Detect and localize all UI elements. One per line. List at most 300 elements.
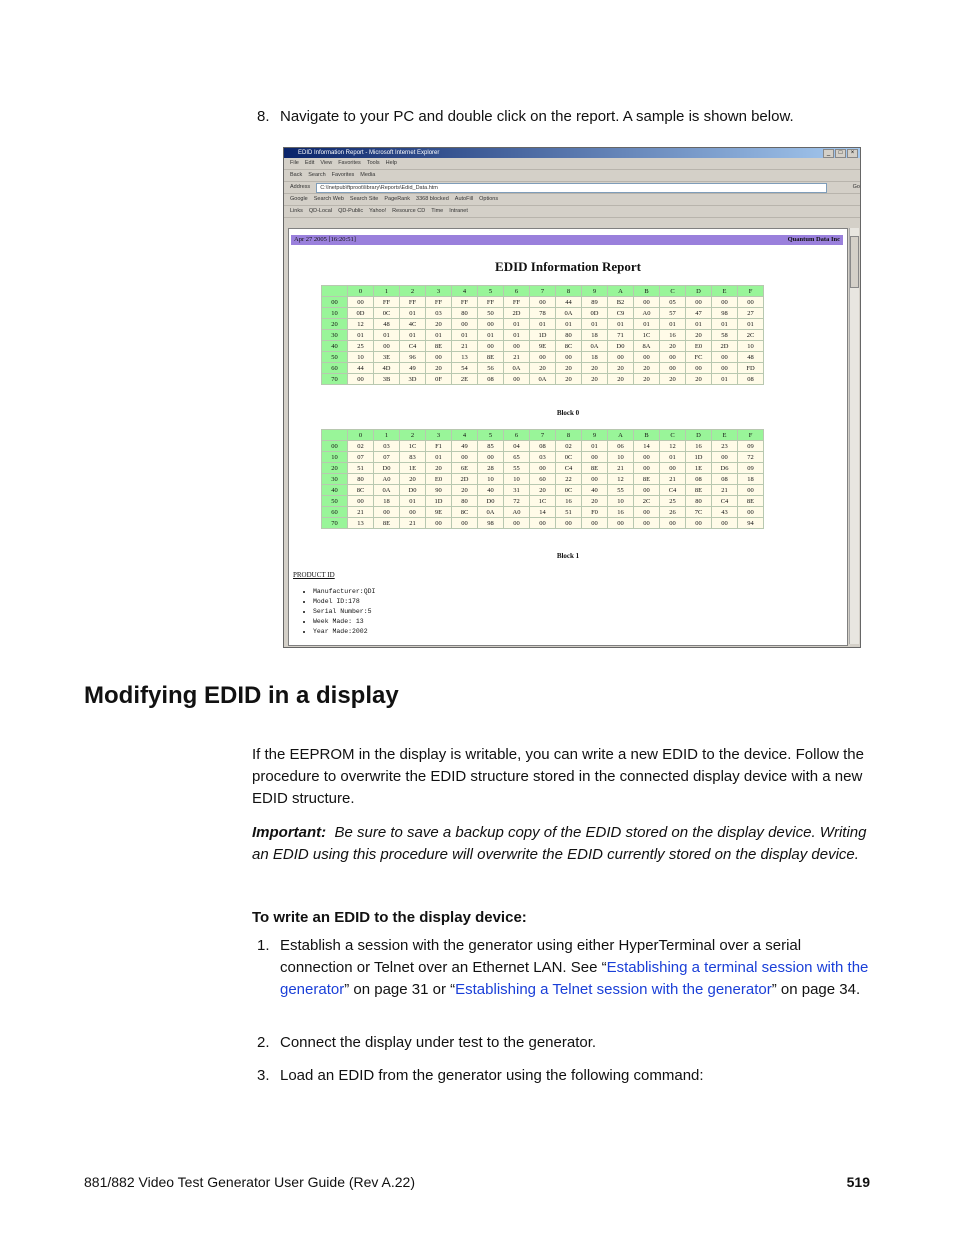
- byte-cell: 2E: [452, 374, 478, 385]
- byte-cell: 01: [426, 452, 452, 463]
- byte-cell: 57: [660, 308, 686, 319]
- byte-cell: 00: [530, 518, 556, 529]
- byte-cell: 1D: [426, 496, 452, 507]
- byte-cell: 00: [738, 485, 764, 496]
- byte-cell: 00: [712, 363, 738, 374]
- byte-cell: 80: [556, 330, 582, 341]
- byte-cell: A0: [634, 308, 660, 319]
- browser-title: EDID Information Report - Microsoft Internet Explorer: [298, 150, 440, 156]
- byte-cell: 00: [452, 518, 478, 529]
- byte-cell: 00: [738, 297, 764, 308]
- byte-cell: 01: [712, 319, 738, 330]
- edid-block-1-table: [321, 429, 764, 529]
- table-row: [322, 507, 764, 518]
- byte-cell: 54: [452, 363, 478, 374]
- byte-cell: 3B: [374, 374, 400, 385]
- byte-cell: 00: [660, 518, 686, 529]
- byte-cell: 01: [426, 330, 452, 341]
- byte-cell: 00: [478, 452, 504, 463]
- byte-cell: 7C: [686, 507, 712, 518]
- byte-cell: 49: [400, 363, 426, 374]
- byte-cell: 49: [452, 441, 478, 452]
- byte-cell: 08: [686, 474, 712, 485]
- browser-toolbar: [284, 170, 860, 182]
- list-item: • Year Made:2002: [313, 627, 375, 637]
- byte-cell: 01: [686, 319, 712, 330]
- product-id-list: [293, 587, 375, 637]
- byte-cell: 00: [348, 374, 374, 385]
- byte-cell: 18: [738, 474, 764, 485]
- byte-cell: 12: [348, 319, 374, 330]
- minimize-icon[interactable]: _: [823, 149, 834, 158]
- byte-cell: FF: [504, 297, 530, 308]
- corner-cell: [322, 286, 348, 297]
- byte-cell: 01: [504, 319, 530, 330]
- address-bar: [284, 182, 860, 194]
- byte-cell: 00: [712, 452, 738, 463]
- row-header: 30: [322, 330, 348, 341]
- report-company: Quantum Data Inc: [787, 236, 840, 243]
- byte-cell: 09: [738, 463, 764, 474]
- browser-titlebar: [284, 148, 860, 158]
- byte-cell: A0: [504, 507, 530, 518]
- byte-cell: 08: [712, 474, 738, 485]
- byte-cell: 2D: [712, 341, 738, 352]
- intro-paragraph: If the EEPROM in the display is writable, you can write a new EDID to the device. Follow the procedure to overwrite the EDID structure stored in the connected display device with a new EDID structure.: [252, 746, 864, 807]
- column-header: 0: [348, 286, 374, 297]
- byte-cell: 01: [582, 319, 608, 330]
- byte-cell: 8A: [634, 341, 660, 352]
- list-item: • Serial Number:5: [313, 607, 375, 617]
- edid-block-0-table: [321, 285, 764, 385]
- byte-cell: C4: [712, 496, 738, 507]
- byte-cell: 20: [582, 363, 608, 374]
- byte-cell: 01: [738, 319, 764, 330]
- byte-cell: 14: [530, 507, 556, 518]
- byte-cell: 0A: [504, 363, 530, 374]
- row-header: 10: [322, 308, 348, 319]
- byte-cell: 00: [660, 463, 686, 474]
- byte-cell: 65: [504, 452, 530, 463]
- byte-cell: 08: [738, 374, 764, 385]
- row-header: 30: [322, 474, 348, 485]
- byte-cell: 08: [530, 441, 556, 452]
- byte-cell: C4: [556, 463, 582, 474]
- table-row: [322, 463, 764, 474]
- row-header: 20: [322, 319, 348, 330]
- byte-cell: 16: [608, 507, 634, 518]
- byte-cell: 00: [530, 297, 556, 308]
- row-header: 10: [322, 452, 348, 463]
- byte-cell: 01: [660, 452, 686, 463]
- byte-cell: 98: [712, 308, 738, 319]
- byte-cell: 00: [348, 496, 374, 507]
- byte-cell: 20: [530, 363, 556, 374]
- byte-cell: 00: [556, 352, 582, 363]
- byte-cell: 21: [660, 474, 686, 485]
- byte-cell: 21: [504, 352, 530, 363]
- table-row: [322, 330, 764, 341]
- byte-cell: 9E: [426, 507, 452, 518]
- byte-cell: 85: [478, 441, 504, 452]
- byte-cell: 18: [582, 352, 608, 363]
- vertical-scrollbar[interactable]: [849, 228, 859, 644]
- byte-cell: FF: [452, 297, 478, 308]
- byte-cell: 47: [686, 308, 712, 319]
- byte-cell: 00: [686, 363, 712, 374]
- byte-cell: 3E: [374, 352, 400, 363]
- byte-cell: 20: [556, 374, 582, 385]
- byte-cell: 00: [634, 518, 660, 529]
- column-header: 8: [556, 430, 582, 441]
- byte-cell: 00: [686, 297, 712, 308]
- byte-cell: 20: [686, 330, 712, 341]
- byte-cell: 0C: [374, 308, 400, 319]
- column-header: 6: [504, 286, 530, 297]
- byte-cell: 1C: [530, 496, 556, 507]
- byte-cell: 8C: [348, 485, 374, 496]
- google-toolbar-item[interactable]: PageRank: [384, 196, 411, 202]
- byte-cell: 1D: [530, 330, 556, 341]
- toolbar-item[interactable]: Back: [290, 172, 303, 178]
- close-icon[interactable]: ×: [847, 149, 858, 158]
- byte-cell: 13: [348, 518, 374, 529]
- byte-cell: 89: [582, 297, 608, 308]
- byte-cell: 6E: [452, 463, 478, 474]
- important-text: Be sure to save a backup copy of the EDID stored on the display device. Writing an EDID using this procedure will overwrite the EDID currently stored on the display device.: [252, 824, 867, 863]
- byte-cell: 21: [712, 485, 738, 496]
- byte-cell: 8E: [374, 518, 400, 529]
- byte-cell: 01: [608, 319, 634, 330]
- address-input[interactable]: C:\Inetpub\ftproot\library\Reports\Edid_Data.htm: [316, 183, 826, 193]
- column-header: B: [634, 430, 660, 441]
- browser-screenshot: [283, 147, 861, 648]
- toolbar-item[interactable]: Media: [360, 172, 376, 178]
- byte-cell: 20: [426, 363, 452, 374]
- byte-cell: 10: [608, 452, 634, 463]
- terminal-session-link[interactable]: Establishing a terminal session with the generator: [280, 959, 869, 998]
- google-toolbar-item[interactable]: Google: [290, 196, 308, 202]
- byte-cell: 10: [608, 496, 634, 507]
- byte-cell: 00: [712, 352, 738, 363]
- byte-cell: D0: [400, 485, 426, 496]
- byte-cell: 01: [400, 496, 426, 507]
- byte-cell: 8E: [738, 496, 764, 507]
- google-toolbar-item[interactable]: Search Web: [313, 196, 344, 202]
- go-button[interactable]: Go: [852, 184, 860, 190]
- byte-cell: 03: [530, 452, 556, 463]
- step-1-text: [280, 935, 870, 1001]
- byte-cell: 08: [478, 374, 504, 385]
- byte-cell: FF: [400, 297, 426, 308]
- column-header: E: [712, 430, 738, 441]
- byte-cell: 48: [738, 352, 764, 363]
- byte-cell: 22: [556, 474, 582, 485]
- list-item: • Week Made: 13: [313, 617, 375, 627]
- byte-cell: 8E: [426, 341, 452, 352]
- google-toolbar-item[interactable]: AutoFill: [454, 196, 474, 202]
- row-header: 50: [322, 496, 348, 507]
- byte-cell: 01: [374, 330, 400, 341]
- byte-cell: 4D: [374, 363, 400, 374]
- column-header: 5: [478, 286, 504, 297]
- byte-cell: 20: [400, 474, 426, 485]
- table-row: [322, 352, 764, 363]
- byte-cell: 10: [478, 474, 504, 485]
- byte-cell: 44: [348, 363, 374, 374]
- byte-cell: 60: [530, 474, 556, 485]
- byte-cell: 0F: [426, 374, 452, 385]
- scrollbar-thumb[interactable]: [850, 236, 859, 288]
- byte-cell: 20: [556, 363, 582, 374]
- maximize-icon[interactable]: □: [835, 149, 846, 158]
- important-label: Important:: [252, 824, 327, 841]
- link-item[interactable]: Time: [431, 208, 444, 214]
- block-0-label: Block 0: [556, 409, 580, 417]
- byte-cell: D0: [478, 496, 504, 507]
- byte-cell: 8E: [634, 474, 660, 485]
- byte-cell: 20: [608, 374, 634, 385]
- byte-cell: 20: [608, 363, 634, 374]
- byte-cell: 16: [686, 441, 712, 452]
- link-item[interactable]: Yahoo!: [369, 208, 387, 214]
- byte-cell: 00: [712, 518, 738, 529]
- list-item: • Manufacturer:QDI: [313, 587, 375, 597]
- byte-cell: F0: [582, 507, 608, 518]
- report-header-bar: [291, 235, 843, 245]
- byte-cell: 00: [634, 352, 660, 363]
- step-2-text: Connect the display under test to the generator.: [280, 1034, 597, 1051]
- byte-cell: 07: [374, 452, 400, 463]
- byte-cell: 00: [348, 297, 374, 308]
- google-toolbar-item[interactable]: Search Site: [349, 196, 379, 202]
- list-item: • Model ID:178: [313, 597, 375, 607]
- byte-cell: C4: [400, 341, 426, 352]
- byte-cell: 71: [608, 330, 634, 341]
- byte-cell: 25: [660, 496, 686, 507]
- byte-cell: 96: [400, 352, 426, 363]
- row-header: 20: [322, 463, 348, 474]
- byte-cell: F1: [426, 441, 452, 452]
- byte-cell: 01: [712, 374, 738, 385]
- step-1-number: 1.: [257, 937, 270, 954]
- byte-cell: FF: [426, 297, 452, 308]
- google-toolbar-item[interactable]: 3368 blocked: [416, 196, 449, 202]
- column-header: A: [608, 286, 634, 297]
- google-toolbar-item[interactable]: Options: [479, 196, 499, 202]
- byte-cell: 13: [452, 352, 478, 363]
- menu-item[interactable]: File: [290, 160, 299, 166]
- byte-cell: 00: [400, 507, 426, 518]
- table-row: [322, 485, 764, 496]
- byte-cell: 10: [738, 341, 764, 352]
- byte-cell: 2D: [452, 474, 478, 485]
- byte-cell: A0: [374, 474, 400, 485]
- telnet-session-link[interactable]: Establishing a Telnet session with the generator: [455, 981, 772, 998]
- byte-cell: 01: [556, 319, 582, 330]
- byte-cell: FC: [686, 352, 712, 363]
- byte-cell: 0C: [556, 452, 582, 463]
- byte-cell: 18: [582, 330, 608, 341]
- menu-item[interactable]: Favorites: [338, 160, 361, 166]
- byte-cell: 50: [478, 308, 504, 319]
- footer-title: 881/882 Video Test Generator User Guide (Rev A.22): [84, 1174, 416, 1190]
- byte-cell: 21: [348, 507, 374, 518]
- byte-cell: 9E: [530, 341, 556, 352]
- byte-cell: 0D: [582, 308, 608, 319]
- byte-cell: 21: [452, 341, 478, 352]
- byte-cell: 55: [608, 485, 634, 496]
- step-1-part-b: ” on page 31 or “: [344, 981, 456, 998]
- byte-cell: 00: [504, 341, 530, 352]
- byte-cell: C9: [608, 308, 634, 319]
- menu-item[interactable]: Edit: [304, 160, 315, 166]
- table-row: [322, 297, 764, 308]
- column-header: 3: [426, 286, 452, 297]
- menu-item[interactable]: View: [320, 160, 333, 166]
- step-2-number: 2.: [257, 1034, 270, 1051]
- link-item[interactable]: Resource CD: [392, 208, 426, 214]
- byte-cell: 14: [634, 441, 660, 452]
- byte-cell: 21: [400, 518, 426, 529]
- byte-cell: 02: [556, 441, 582, 452]
- byte-cell: E0: [686, 341, 712, 352]
- column-header: B: [634, 286, 660, 297]
- byte-cell: 20: [582, 496, 608, 507]
- byte-cell: 05: [660, 297, 686, 308]
- byte-cell: 20: [426, 319, 452, 330]
- byte-cell: 12: [660, 441, 686, 452]
- byte-cell: 1C: [634, 330, 660, 341]
- byte-cell: 2C: [738, 330, 764, 341]
- row-header: 40: [322, 341, 348, 352]
- byte-cell: 01: [400, 308, 426, 319]
- byte-cell: 44: [556, 297, 582, 308]
- byte-cell: 00: [374, 341, 400, 352]
- byte-cell: 72: [738, 452, 764, 463]
- column-header: 4: [452, 286, 478, 297]
- byte-cell: FD: [738, 363, 764, 374]
- byte-cell: 23: [712, 441, 738, 452]
- byte-cell: 16: [660, 330, 686, 341]
- byte-cell: 00: [634, 507, 660, 518]
- byte-cell: 18: [374, 496, 400, 507]
- byte-cell: 01: [634, 319, 660, 330]
- links-label: Links: [290, 208, 303, 214]
- byte-cell: 51: [556, 507, 582, 518]
- byte-cell: 80: [686, 496, 712, 507]
- column-header: D: [686, 286, 712, 297]
- byte-cell: 90: [426, 485, 452, 496]
- byte-cell: 0A: [582, 341, 608, 352]
- byte-cell: 01: [660, 319, 686, 330]
- byte-cell: 20: [452, 485, 478, 496]
- column-header: F: [738, 430, 764, 441]
- column-header: C: [660, 430, 686, 441]
- byte-cell: 20: [582, 374, 608, 385]
- byte-cell: 1D: [686, 452, 712, 463]
- link-item[interactable]: QD-Public: [338, 208, 364, 214]
- byte-cell: 8C: [452, 507, 478, 518]
- byte-cell: 0A: [556, 308, 582, 319]
- byte-cell: FF: [478, 297, 504, 308]
- byte-cell: 8E: [478, 352, 504, 363]
- byte-cell: 0A: [374, 485, 400, 496]
- byte-cell: 00: [738, 507, 764, 518]
- toolbar-item[interactable]: Search: [308, 172, 326, 178]
- step-8-text: Navigate to your PC and double click on the report. A sample is shown below.: [280, 108, 794, 125]
- table-row: [322, 474, 764, 485]
- byte-cell: 0C: [556, 485, 582, 496]
- column-header: F: [738, 286, 764, 297]
- google-toolbar: [284, 194, 860, 206]
- byte-cell: 00: [686, 518, 712, 529]
- step-3-number: 3.: [257, 1067, 270, 1084]
- byte-cell: E0: [426, 474, 452, 485]
- table-row: [322, 341, 764, 352]
- table-row: [322, 363, 764, 374]
- byte-cell: 8E: [582, 463, 608, 474]
- byte-cell: 00: [634, 463, 660, 474]
- column-header: 2: [400, 430, 426, 441]
- row-header: 00: [322, 441, 348, 452]
- column-header: 2: [400, 286, 426, 297]
- byte-cell: 01: [452, 330, 478, 341]
- byte-cell: 55: [504, 463, 530, 474]
- section-heading: Modifying EDID in a display: [84, 682, 399, 709]
- byte-cell: 56: [478, 363, 504, 374]
- byte-cell: 00: [504, 518, 530, 529]
- byte-cell: 00: [426, 352, 452, 363]
- byte-cell: D0: [608, 341, 634, 352]
- byte-cell: 00: [660, 352, 686, 363]
- byte-cell: 00: [478, 341, 504, 352]
- byte-cell: 04: [504, 441, 530, 452]
- byte-cell: 01: [348, 330, 374, 341]
- byte-cell: 00: [504, 374, 530, 385]
- byte-cell: 07: [348, 452, 374, 463]
- report-date: Apr 27 2005 [16:20:51]: [294, 236, 356, 243]
- block-1-label: Block 1: [556, 552, 580, 560]
- byte-cell: 80: [348, 474, 374, 485]
- menu-item[interactable]: Help: [385, 160, 397, 166]
- column-header: 3: [426, 430, 452, 441]
- column-header: 0: [348, 430, 374, 441]
- byte-cell: 1E: [400, 463, 426, 474]
- byte-cell: 78: [530, 308, 556, 319]
- byte-cell: 43: [712, 507, 738, 518]
- link-item[interactable]: Intranet: [449, 208, 468, 214]
- byte-cell: 01: [504, 330, 530, 341]
- byte-cell: 12: [608, 474, 634, 485]
- byte-cell: 0A: [530, 374, 556, 385]
- byte-cell: 20: [426, 463, 452, 474]
- byte-cell: 8C: [556, 341, 582, 352]
- row-header: 40: [322, 485, 348, 496]
- byte-cell: 00: [530, 352, 556, 363]
- byte-cell: 31: [504, 485, 530, 496]
- byte-cell: 72: [504, 496, 530, 507]
- address-label: Address: [290, 184, 311, 190]
- table-row: [322, 374, 764, 385]
- link-item[interactable]: QD-Local: [308, 208, 333, 214]
- menu-item[interactable]: Tools: [366, 160, 380, 166]
- toolbar-item[interactable]: Favorites: [331, 172, 355, 178]
- byte-cell: 94: [738, 518, 764, 529]
- byte-cell: 00: [712, 297, 738, 308]
- row-header: 70: [322, 374, 348, 385]
- column-header: C: [660, 286, 686, 297]
